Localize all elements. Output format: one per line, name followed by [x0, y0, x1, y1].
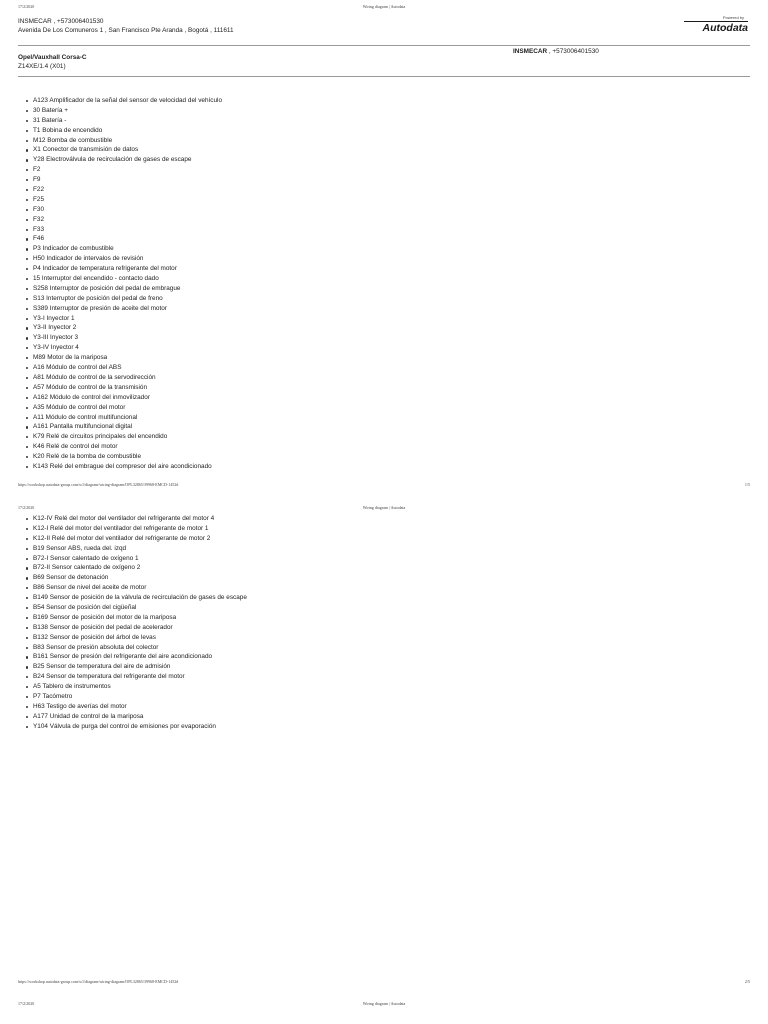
list-item: 30 Batería + [26, 106, 222, 116]
list-item: B54 Sensor de posición del cigüeñal [26, 603, 247, 613]
list-item: B132 Sensor de posición del árbol de levas [26, 633, 247, 643]
company-name-phone: INSMECAR , +573006401530 [18, 18, 104, 25]
print-page-title: Wiring diagram | Autodata [362, 505, 406, 510]
list-item: S13 Interruptor de posición del pedal de freno [26, 294, 222, 304]
list-item: A177 Unidad de control de la mariposa [26, 712, 247, 722]
print-date: 17/2/2020 [18, 1001, 35, 1006]
list-item: X1 Conector de transmisión de datos [26, 145, 222, 155]
list-item: K79 Relé de circuitos principales del encendido [26, 432, 222, 442]
footer-url[interactable]: https://workshop.autodata-group.com/w1/diagram/wiring-diagram/OPL32865/39968-EMCD-1452# [18, 979, 179, 984]
list-item: A5 Tablero de instrumentos [26, 682, 247, 692]
company-info [18, 17, 234, 35]
vehicle-info [18, 53, 87, 71]
list-item: A81 Módulo de control de la servodirección [26, 373, 222, 383]
list-item: Y3-III Inyector 3 [26, 333, 222, 343]
list-item: Y3-II Inyector 2 [26, 323, 222, 333]
dealer-name: INSMECAR [513, 48, 548, 55]
list-item: B19 Sensor ABS, rueda del. izqd [26, 544, 247, 554]
list-item: K12-I Relé del motor del ventilador del refrigerante de motor 1 [26, 524, 247, 534]
footer-page-number: 1/5 [744, 482, 750, 487]
list-item: K143 Relé del embrague del compresor del aire acondicionado [26, 462, 222, 472]
list-item: K12-II Relé del motor del ventilador del refrigerante de motor 2 [26, 534, 247, 544]
list-item: Y3-IV Inyector 4 [26, 343, 222, 353]
list-item: M12 Bomba de combustible [26, 136, 222, 146]
list-item: B161 Sensor de presión del refrigerante del aire acondicionado [26, 652, 247, 662]
vehicle-divider [18, 76, 750, 77]
list-item: Y3-I Inyector 1 [26, 314, 222, 324]
list-item: 31 Batería - [26, 116, 222, 126]
component-list-page2 [26, 514, 247, 732]
list-item: K12-IV Relé del motor del ventilador del refrigerante del motor 4 [26, 514, 247, 524]
component-list-page1 [26, 96, 222, 472]
list-item: Y28 Electroválvula de recirculación de gases de escape [26, 155, 222, 165]
list-item: A162 Módulo de control del inmovilizador [26, 393, 222, 403]
list-item: F2 [26, 165, 222, 175]
header-divider [18, 45, 750, 46]
list-item: B138 Sensor de posición del pedal de acelerador [26, 623, 247, 633]
list-item: K20 Relé de la bomba de combustible [26, 452, 222, 462]
list-item: F30 [26, 205, 222, 215]
list-item: B24 Sensor de temperatura del refrigerante del motor [26, 672, 247, 682]
vehicle-model: Opel/Vauxhall Corsa-C [18, 54, 87, 61]
list-item: A11 Módulo de control multifuncional [26, 413, 222, 423]
engine-code: Z14XE/1.4 (X01) [18, 63, 66, 70]
list-item: A16 Módulo de control del ABS [26, 363, 222, 373]
list-item: F46 [26, 234, 222, 244]
list-item: F9 [26, 175, 222, 185]
list-item: P3 Indicador de combustible [26, 244, 222, 254]
list-item: P4 Indicador de temperatura refrigerante del motor [26, 264, 222, 274]
list-item: K46 Relé de control del motor [26, 442, 222, 452]
list-item: M89 Motor de la mariposa [26, 353, 222, 363]
list-item: A161 Pantalla multifuncional digital [26, 422, 222, 432]
list-item: B169 Sensor de posición del motor de la mariposa [26, 613, 247, 623]
print-date: 17/2/2020 [18, 505, 35, 510]
print-page-title: Wiring diagram | Autodata [362, 1001, 406, 1006]
list-item: B69 Sensor de detonación [26, 573, 247, 583]
autodata-logo: Autodata [684, 21, 748, 34]
list-item: B72-I Sensor calentado de oxígeno 1 [26, 554, 247, 564]
list-item: F25 [26, 195, 222, 205]
footer-page-number: 2/5 [744, 979, 750, 984]
list-item: F33 [26, 225, 222, 235]
list-item: S258 Interruptor de posición del pedal de embrague [26, 284, 222, 294]
list-item: A123 Amplificador de la señal del sensor de velocidad del vehículo [26, 96, 222, 106]
dealer-phone: , +573006401530 [547, 48, 599, 55]
list-item: H50 Indicador de intervalos de revisión [26, 254, 222, 264]
list-item: P7 Tacómetro [26, 692, 247, 702]
list-item: B83 Sensor de presión absoluta del colector [26, 643, 247, 653]
dealer-info [513, 48, 599, 55]
list-item: B72-II Sensor calentado de oxígeno 2 [26, 563, 247, 573]
list-item: 15 Interruptor del encendido - contacto dado [26, 274, 222, 284]
list-item: F22 [26, 185, 222, 195]
list-item: B25 Sensor de temperatura del aire de admisión [26, 662, 247, 672]
list-item: S389 Interruptor de presión de aceite del motor [26, 304, 222, 314]
list-item: A57 Módulo de control de la transmisión [26, 383, 222, 393]
list-item: B86 Sensor de nivel del aceite de motor [26, 583, 247, 593]
list-item: T1 Bobina de encendido [26, 126, 222, 136]
powered-by-label: Powered by [722, 15, 744, 20]
company-address: Avenida De Los Comuneros 1 , San Francisco Pte Aranda , Bogotá , 111611 [18, 27, 234, 34]
autodata-brand [684, 15, 748, 34]
print-date: 17/2/2020 [18, 4, 35, 9]
footer-url[interactable]: https://workshop.autodata-group.com/w1/diagram/wiring-diagram/OPL32865/39968-EMCD-1452# [18, 482, 179, 487]
list-item: H63 Testigo de averías del motor [26, 702, 247, 712]
list-item: Y104 Válvula de purga del control de emisiones por evaporación [26, 722, 247, 732]
print-page-title: Wiring diagram | Autodata [362, 4, 406, 9]
list-item: F32 [26, 215, 222, 225]
list-item: B149 Sensor de posición de la válvula de recirculación de gases de escape [26, 593, 247, 603]
list-item: A35 Módulo de control del motor [26, 403, 222, 413]
